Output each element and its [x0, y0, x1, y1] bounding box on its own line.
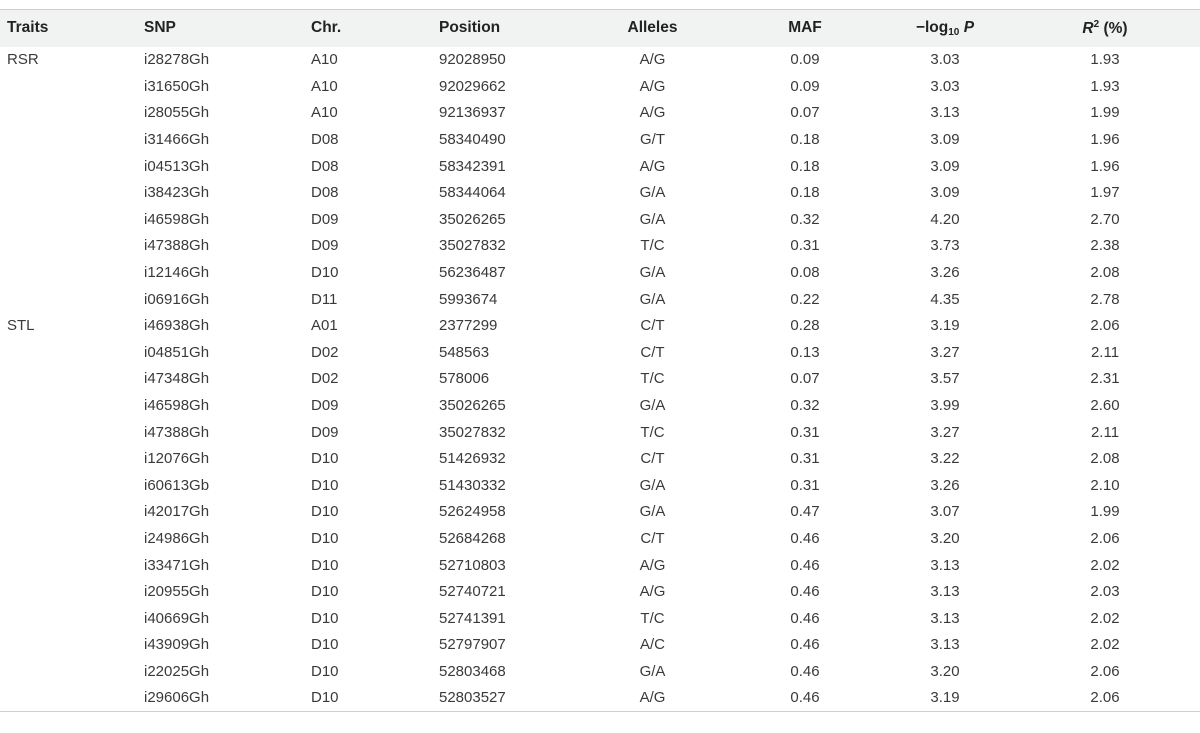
cell-logp: 3.09 [930, 157, 960, 175]
table-row [0, 552, 1200, 579]
cell-chr: D02 [311, 343, 339, 361]
cell-position: 92136937 [439, 104, 506, 122]
cell-snp: i04513Gh [144, 157, 210, 175]
cell-position: 35027832 [439, 237, 506, 255]
cell-alleles: G/A [639, 476, 666, 494]
header-alleles: Alleles [627, 19, 678, 37]
cell-trait [0, 233, 140, 260]
cell-maf: 0.47 [790, 503, 820, 521]
cell-trait: RSR [7, 51, 39, 69]
cell-alleles: A/C [639, 636, 665, 654]
cell-logp: 3.03 [930, 77, 960, 95]
cell-r2: 2.06 [1090, 689, 1120, 707]
cell-snp: i43909Gh [144, 636, 210, 654]
cell-maf: 0.31 [790, 423, 820, 441]
cell-logp: 3.09 [930, 131, 960, 149]
cell-alleles: A/G [639, 104, 666, 122]
cell-r2: 2.02 [1090, 556, 1120, 574]
cell-logp: 3.03 [930, 51, 960, 69]
cell-maf: 0.32 [790, 397, 820, 415]
cell-maf: 0.31 [790, 450, 820, 468]
cell-snp: i46598Gh [144, 210, 210, 228]
cell-position: 56236487 [439, 264, 506, 282]
cell-maf: 0.46 [790, 609, 820, 627]
cell-r2: 2.11 [1090, 423, 1120, 441]
cell-r2: 1.96 [1090, 157, 1120, 175]
table-row [0, 419, 1200, 446]
snp-association-table [0, 9, 1200, 712]
table-row [0, 472, 1200, 499]
cell-alleles: G/A [639, 264, 666, 282]
table-row [0, 578, 1200, 605]
cell-position: 35026265 [439, 397, 506, 415]
table-row [0, 73, 1200, 100]
header-position: Position [439, 19, 501, 37]
table-header-row [0, 10, 1200, 47]
cell-position: 51426932 [439, 450, 506, 468]
cell-maf: 0.46 [790, 556, 820, 574]
cell-chr: D02 [311, 370, 339, 388]
cell-chr: D09 [311, 210, 339, 228]
cell-chr: D10 [311, 476, 339, 494]
cell-position: 52740721 [439, 583, 506, 601]
cell-alleles: A/G [639, 583, 666, 601]
cell-maf: 0.07 [790, 104, 820, 122]
cell-alleles: T/C [640, 237, 665, 255]
cell-logp: 3.27 [930, 423, 960, 441]
cell-chr: D09 [311, 237, 339, 255]
header-logp-sub: 10 [948, 26, 960, 38]
cell-logp: 4.20 [930, 210, 960, 228]
cell-snp: i20955Gh [144, 583, 210, 601]
cell-maf: 0.31 [790, 476, 820, 494]
cell-maf: 0.22 [790, 290, 820, 308]
cell-r2: 2.31 [1090, 370, 1120, 388]
cell-trait [0, 578, 140, 605]
table-row [0, 286, 1200, 313]
cell-logp: 3.07 [930, 503, 960, 521]
cell-maf: 0.31 [790, 237, 820, 255]
header-logp-var: P [963, 18, 975, 36]
cell-r2: 2.06 [1090, 317, 1120, 335]
cell-alleles: A/G [639, 77, 666, 95]
cell-snp: i31650Gh [144, 77, 210, 95]
cell-position: 35027832 [439, 423, 506, 441]
cell-snp: i24986Gh [144, 529, 210, 547]
cell-alleles: T/C [640, 609, 665, 627]
cell-r2: 2.60 [1090, 397, 1120, 415]
table-row [0, 366, 1200, 393]
cell-r2: 1.99 [1090, 104, 1120, 122]
cell-trait [0, 605, 140, 632]
cell-chr: D08 [311, 131, 339, 149]
cell-alleles: G/A [639, 184, 666, 202]
table-row [0, 392, 1200, 419]
cell-chr: D10 [311, 529, 339, 547]
cell-trait [0, 179, 140, 206]
cell-trait [0, 259, 140, 286]
cell-alleles: G/A [639, 397, 666, 415]
cell-alleles: A/G [639, 556, 666, 574]
table-row [0, 499, 1200, 526]
cell-r2: 2.08 [1090, 450, 1120, 468]
cell-position: 52803527 [439, 689, 506, 707]
cell-position: 35026265 [439, 210, 506, 228]
cell-alleles: A/G [639, 157, 666, 175]
table-row [0, 206, 1200, 233]
cell-maf: 0.13 [790, 343, 820, 361]
cell-trait [0, 126, 140, 153]
cell-alleles: C/T [640, 317, 665, 335]
table-body [0, 47, 1200, 712]
cell-snp: i31466Gh [144, 131, 210, 149]
cell-snp: i46938Gh [144, 317, 210, 335]
cell-snp: i12076Gh [144, 450, 210, 468]
cell-r2: 1.93 [1090, 77, 1120, 95]
cell-trait [0, 499, 140, 526]
cell-alleles: G/A [639, 662, 666, 680]
cell-logp: 3.19 [930, 689, 960, 707]
cell-r2: 2.10 [1090, 476, 1120, 494]
cell-snp: i46598Gh [144, 397, 210, 415]
cell-trait [0, 339, 140, 366]
cell-logp: 4.35 [930, 290, 960, 308]
cell-r2: 1.97 [1090, 184, 1120, 202]
header-traits: Traits [7, 19, 49, 37]
cell-logp: 3.20 [930, 662, 960, 680]
cell-alleles: G/A [639, 290, 666, 308]
cell-chr: D09 [311, 423, 339, 441]
cell-logp: 3.13 [930, 556, 960, 574]
cell-position: 92028950 [439, 51, 506, 69]
cell-position: 52624958 [439, 503, 506, 521]
cell-r2: 1.96 [1090, 131, 1120, 149]
cell-alleles: T/C [640, 370, 665, 388]
cell-maf: 0.09 [790, 77, 820, 95]
cell-alleles: T/C [640, 423, 665, 441]
cell-snp: i06916Gh [144, 290, 210, 308]
cell-chr: D10 [311, 503, 339, 521]
cell-maf: 0.46 [790, 689, 820, 707]
header-logp-prefix: −log [915, 18, 949, 36]
cell-position: 58342391 [439, 157, 506, 175]
cell-position: 52797907 [439, 636, 506, 654]
cell-trait [0, 153, 140, 180]
header-r2-unit: (%) [1103, 19, 1128, 37]
cell-logp: 3.20 [930, 529, 960, 547]
cell-maf: 0.18 [790, 131, 820, 149]
cell-snp: i33471Gh [144, 556, 210, 574]
cell-trait [0, 100, 140, 127]
cell-trait [0, 632, 140, 659]
header-r2 [1010, 10, 1200, 47]
cell-maf: 0.09 [790, 51, 820, 69]
cell-trait [0, 366, 140, 393]
cell-position: 5993674 [439, 290, 498, 308]
cell-chr: D10 [311, 583, 339, 601]
cell-r2: 2.78 [1090, 290, 1120, 308]
cell-alleles: A/G [639, 689, 666, 707]
cell-chr: D08 [311, 184, 339, 202]
cell-r2: 2.02 [1090, 636, 1120, 654]
cell-logp: 3.13 [930, 104, 960, 122]
cell-alleles: G/T [640, 131, 665, 149]
table-row [0, 100, 1200, 127]
cell-snp: i12146Gh [144, 264, 210, 282]
table-row [0, 685, 1200, 712]
cell-snp: i47388Gh [144, 423, 210, 441]
table-row [0, 312, 1200, 339]
cell-trait: STL [7, 317, 35, 335]
cell-logp: 3.09 [930, 184, 960, 202]
cell-logp: 3.27 [930, 343, 960, 361]
header-r2-sup: 2 [1093, 18, 1100, 30]
cell-logp: 3.13 [930, 636, 960, 654]
cell-snp: i22025Gh [144, 662, 210, 680]
table-row [0, 632, 1200, 659]
cell-chr: D10 [311, 556, 339, 574]
cell-position: 52684268 [439, 529, 506, 547]
cell-chr: A01 [311, 317, 338, 335]
cell-logp: 3.22 [930, 450, 960, 468]
cell-chr: D10 [311, 450, 339, 468]
table-row [0, 445, 1200, 472]
cell-maf: 0.18 [790, 184, 820, 202]
cell-trait [0, 525, 140, 552]
cell-trait [0, 445, 140, 472]
cell-logp: 3.19 [930, 317, 960, 335]
header-chr: Chr. [311, 19, 342, 37]
cell-chr: D09 [311, 397, 339, 415]
cell-position: 52710803 [439, 556, 506, 574]
cell-position: 52803468 [439, 662, 506, 680]
cell-snp: i40669Gh [144, 609, 210, 627]
cell-logp: 3.13 [930, 609, 960, 627]
cell-chr: D10 [311, 264, 339, 282]
cell-position: 548563 [439, 343, 490, 361]
cell-trait [0, 685, 140, 712]
cell-trait [0, 206, 140, 233]
cell-trait [0, 73, 140, 100]
cell-position: 51430332 [439, 476, 506, 494]
cell-chr: D11 [311, 290, 338, 308]
cell-position: 578006 [439, 370, 490, 388]
cell-trait [0, 392, 140, 419]
cell-chr: D10 [311, 636, 339, 654]
cell-alleles: C/T [640, 529, 665, 547]
cell-trait [0, 419, 140, 446]
cell-r2: 1.93 [1090, 51, 1120, 69]
table-row [0, 126, 1200, 153]
header-snp: SNP [144, 19, 176, 37]
cell-chr: D08 [311, 157, 339, 175]
cell-alleles: G/A [639, 503, 666, 521]
cell-chr: D10 [311, 689, 339, 707]
table-row [0, 47, 1200, 74]
cell-logp: 3.57 [930, 370, 960, 388]
cell-logp: 3.99 [930, 397, 960, 415]
cell-r2: 2.70 [1090, 210, 1120, 228]
cell-logp: 3.26 [930, 476, 960, 494]
header-logp [880, 10, 1010, 47]
cell-maf: 0.46 [790, 636, 820, 654]
cell-r2: 2.06 [1090, 662, 1120, 680]
table-row [0, 259, 1200, 286]
cell-r2: 1.99 [1090, 503, 1120, 521]
cell-position: 92029662 [439, 77, 506, 95]
cell-chr: A10 [311, 104, 338, 122]
cell-r2: 2.38 [1090, 237, 1120, 255]
cell-snp: i42017Gh [144, 503, 210, 521]
cell-maf: 0.07 [790, 370, 820, 388]
table-row [0, 658, 1200, 685]
cell-alleles: A/G [639, 51, 666, 69]
cell-snp: i28055Gh [144, 104, 210, 122]
cell-snp: i60613Gb [144, 476, 210, 494]
cell-position: 2377299 [439, 317, 498, 335]
cell-alleles: C/T [640, 450, 665, 468]
cell-position: 52741391 [439, 609, 506, 627]
cell-trait [0, 286, 140, 313]
cell-alleles: G/A [639, 210, 666, 228]
cell-logp: 3.13 [930, 583, 960, 601]
cell-snp: i47388Gh [144, 237, 210, 255]
cell-chr: A10 [311, 51, 338, 69]
table-row [0, 179, 1200, 206]
cell-maf: 0.18 [790, 157, 820, 175]
cell-trait [0, 658, 140, 685]
cell-maf: 0.46 [790, 583, 820, 601]
cell-r2: 2.11 [1090, 343, 1120, 361]
cell-r2: 2.08 [1090, 264, 1120, 282]
table-row [0, 233, 1200, 260]
table-row [0, 605, 1200, 632]
cell-maf: 0.46 [790, 529, 820, 547]
cell-r2: 2.06 [1090, 529, 1120, 547]
table-row [0, 153, 1200, 180]
cell-snp: i38423Gh [144, 184, 210, 202]
cell-trait [0, 472, 140, 499]
cell-snp: i04851Gh [144, 343, 210, 361]
cell-trait [0, 552, 140, 579]
cell-maf: 0.46 [790, 662, 820, 680]
cell-r2: 2.02 [1090, 609, 1120, 627]
cell-snp: i28278Gh [144, 51, 210, 69]
cell-chr: D10 [311, 609, 339, 627]
cell-maf: 0.32 [790, 210, 820, 228]
cell-alleles: C/T [640, 343, 665, 361]
cell-snp: i29606Gh [144, 689, 210, 707]
table-row [0, 339, 1200, 366]
cell-position: 58344064 [439, 184, 506, 202]
header-maf: MAF [788, 19, 822, 37]
cell-maf: 0.08 [790, 264, 820, 282]
cell-maf: 0.28 [790, 317, 820, 335]
cell-snp: i47348Gh [144, 370, 210, 388]
cell-position: 58340490 [439, 131, 506, 149]
cell-logp: 3.73 [930, 237, 960, 255]
table-row [0, 525, 1200, 552]
cell-chr: D10 [311, 662, 339, 680]
cell-logp: 3.26 [930, 264, 960, 282]
cell-chr: A10 [311, 77, 338, 95]
header-r2-var: R [1082, 19, 1094, 37]
cell-r2: 2.03 [1090, 583, 1120, 601]
